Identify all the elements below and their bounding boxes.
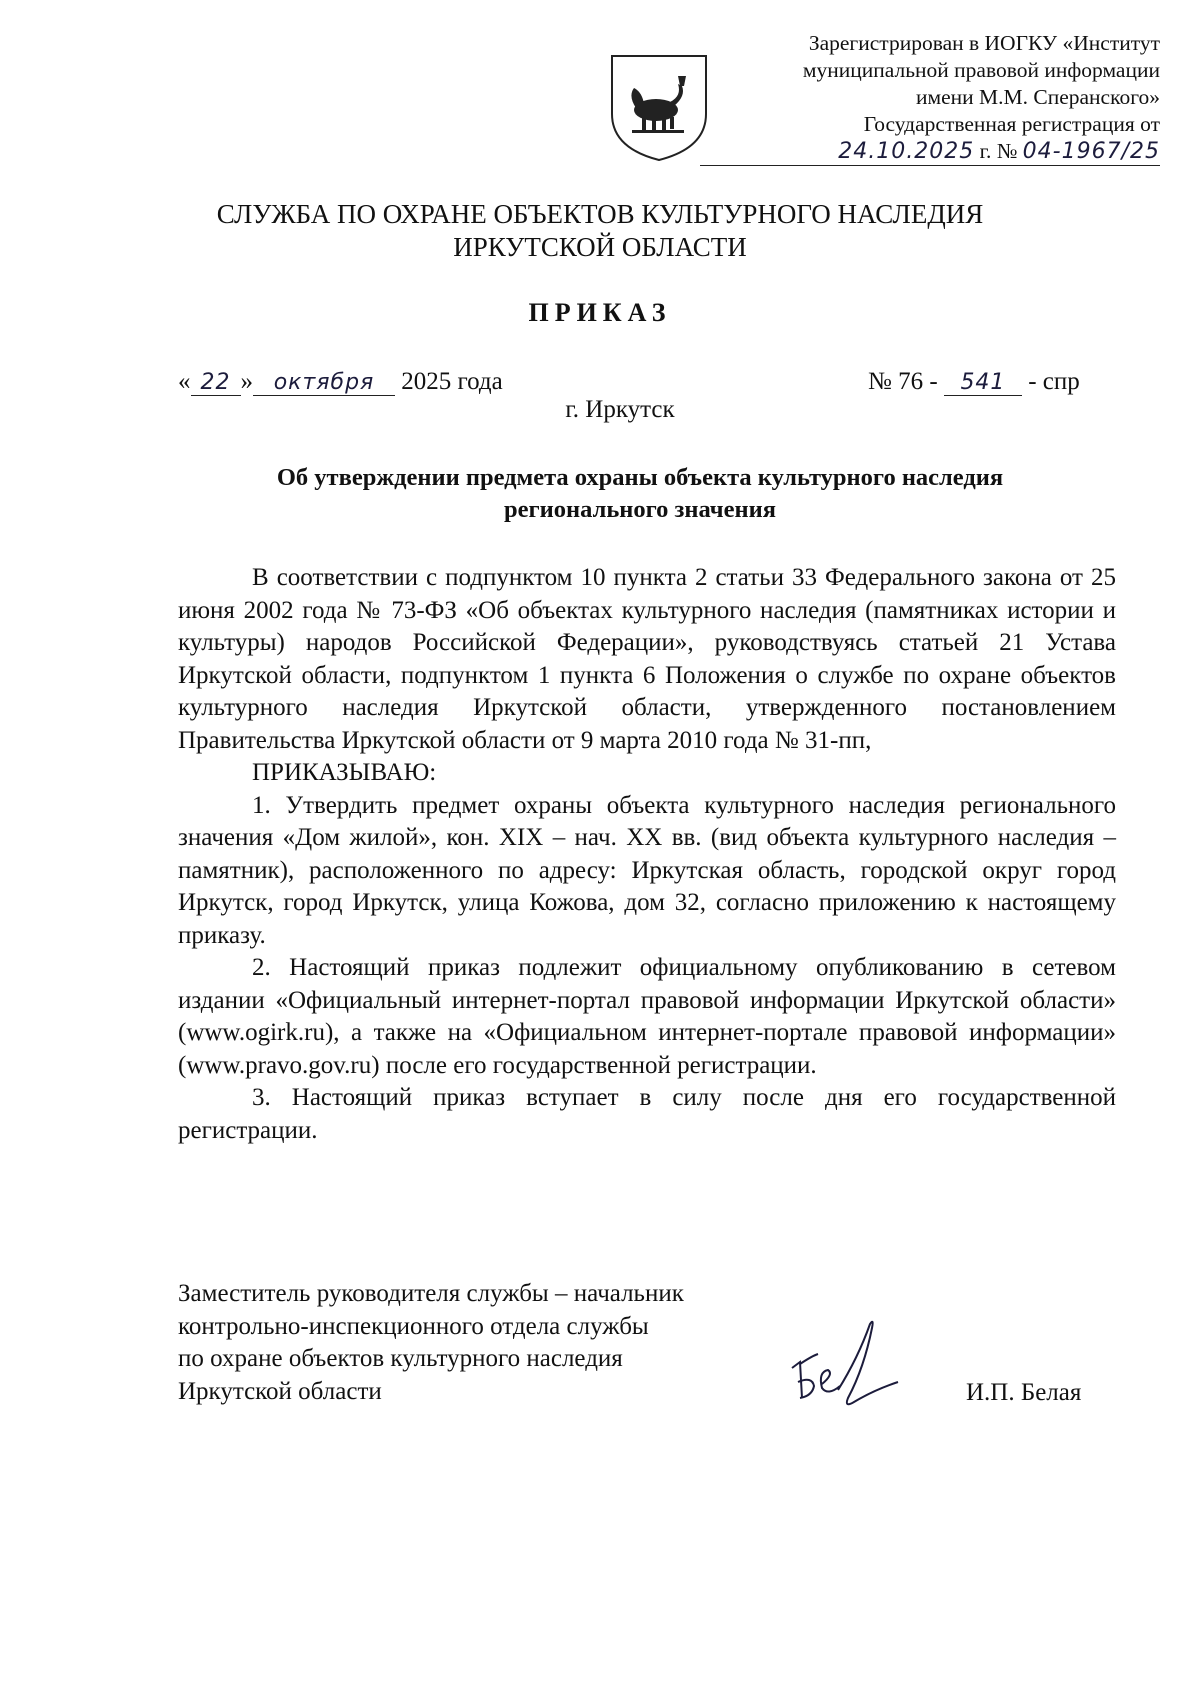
order-item-3: 3. Настоящий приказ вступает в силу после дня его государственной регистрации. <box>178 1084 1116 1144</box>
signature-position-line-3: по охране объектов культурного наследия <box>178 1345 623 1372</box>
organization-line-2: ИРКУТСКОЙ ОБЛАСТИ <box>453 232 747 262</box>
preamble: В соответствии с подпунктом 10 пункта 2 статьи 33 Федерального закона от 25 июня 2002 года № 73-ФЗ «Об объектах культурного наследия (памятниках истории и культуры) народов Российской Федерации», руководствуясь статьей 21 Устава Иркутской области, подпунктом 1 пункта 6 Положения о службе по охране объектов культурного наследия Иркутской области, утвержденного постановлением Правительства Иркутской области от 9 марта 2010 года № 31-пп, <box>178 564 1116 754</box>
order-title: ПРИКАЗ <box>528 298 672 327</box>
order-subject: Об утверждении предмета охраны объекта культурного наследия регионального значения <box>276 464 1004 523</box>
date-year: 2025 года <box>401 368 503 395</box>
registration-number-line <box>700 138 1160 166</box>
registration-number-label: г. № <box>979 139 1018 163</box>
handwritten-signature <box>778 1318 908 1418</box>
order-date <box>178 368 503 396</box>
registration-line-3: имени М.М. Сперанского» <box>915 85 1160 109</box>
order-body <box>178 562 1116 1147</box>
organization-name <box>120 198 1080 264</box>
signature-position-line-4: Иркутской области <box>178 1377 382 1405</box>
date-open-quote: « <box>178 368 191 395</box>
order-number <box>868 368 1080 396</box>
signature-position-line-2: контрольно-инспекционного отдела службы <box>178 1312 649 1340</box>
organization-line-1: СЛУЖБА ПО ОХРАНЕ ОБЪЕКТОВ КУЛЬТУРНОГО НАСЛЕДИЯ <box>216 199 984 229</box>
registration-line-1: Зарегистрирован в ИОГКУ «Институт <box>808 31 1160 55</box>
number-prefix: № 76 - <box>868 368 938 395</box>
coat-of-arms-icon <box>608 52 710 164</box>
date-month: октября <box>253 370 395 396</box>
date-day: 22 <box>191 370 241 396</box>
order-word: ПРИКАЗЫВАЮ: <box>252 759 437 786</box>
signature-position-line-1: Заместитель руководителя службы – начальник <box>178 1280 684 1307</box>
number-suffix: - спр <box>1028 368 1080 395</box>
signature-block <box>178 1278 684 1408</box>
city: г. Иркутск <box>565 396 675 423</box>
registration-number: 04-1967/25 <box>1022 139 1160 164</box>
order-item-1: 1. Утвердить предмет охраны объекта культурного наследия регионального значения «Дом жилой», кон. XIX – нач. XX вв. (вид объекта культурного наследия – памятник), расположенного по адресу: Иркутская область, городской округ город Иркутск, город Иркутск, улица Кожова, дом 32, согласно приложению к настоящему приказу. <box>178 791 1116 949</box>
registration-stamp <box>700 30 1160 166</box>
registration-line-4: Государственная регистрация от <box>863 112 1160 136</box>
order-item-2: 2. Настоящий приказ подлежит официальному опубликованию в сетевом издании «Официальный интернет-портал правовой информации Иркутской области» (www.ogirk.ru), а также на «Официальном интернет-портале правовой информации» (www.pravo.gov.ru) после его государственной регистрации. <box>178 954 1116 1079</box>
number-value: 541 <box>944 370 1022 396</box>
registration-date: 24.10.2025 <box>838 139 975 164</box>
date-close-quote: » <box>240 368 253 395</box>
signer-name: И.П. Белая <box>966 1379 1082 1406</box>
registration-line-2: муниципальной правовой информации <box>802 58 1160 82</box>
